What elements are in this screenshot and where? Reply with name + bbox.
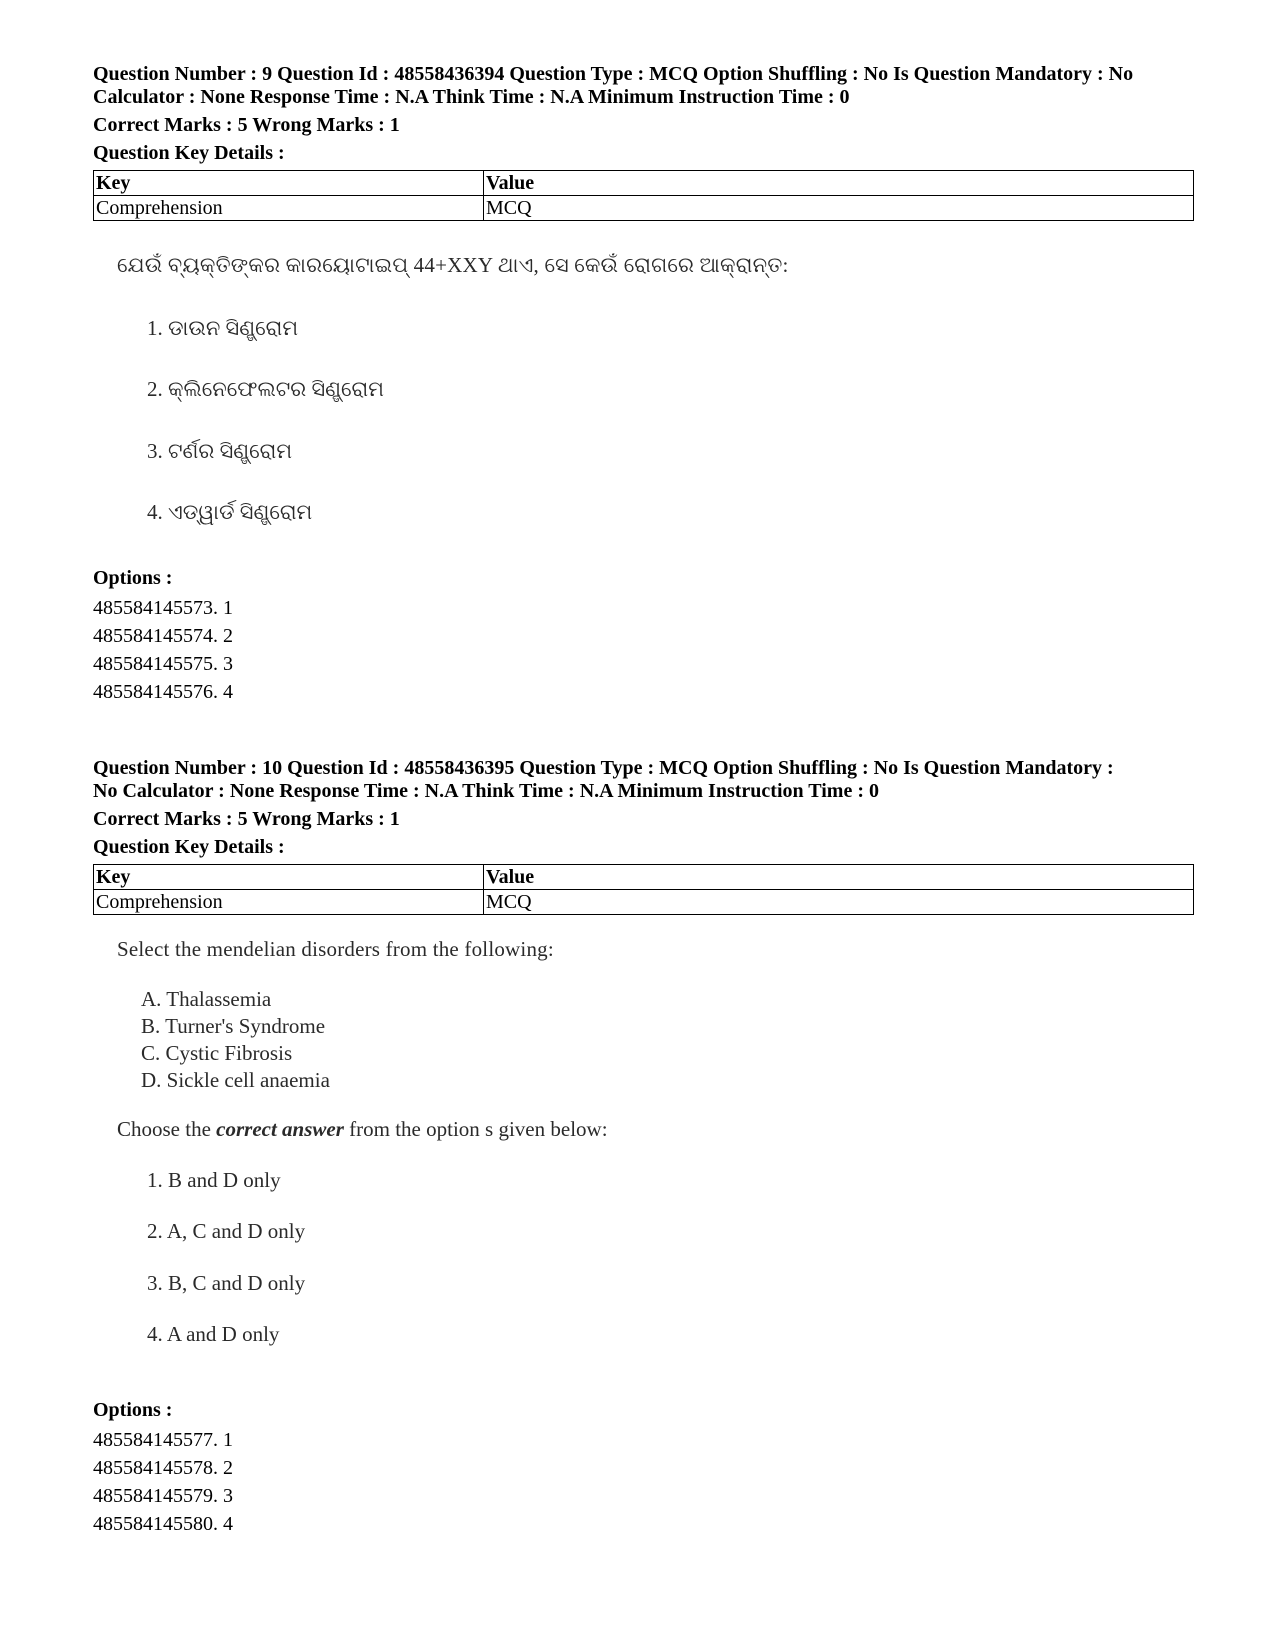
options-label: Options : bbox=[93, 1399, 173, 1421]
image-option-2: 2. କ୍ଲିନେଫେଲଟର ସିଣ୍ଡ୍ରୋମ bbox=[147, 377, 384, 401]
image-option-4: 4. A and D only bbox=[147, 1322, 280, 1346]
table-cell-key: Comprehension bbox=[94, 196, 484, 221]
image-option-2: 2. A, C and D only bbox=[147, 1219, 306, 1243]
question-image bbox=[93, 925, 1193, 1393]
table-header-value: Value bbox=[484, 171, 1194, 196]
option-item-2: 485584145578. 2 bbox=[93, 1457, 233, 1479]
table-cell-key: Comprehension bbox=[94, 890, 484, 915]
question-stem: Select the mendelian disorders from the following: bbox=[117, 937, 554, 961]
question-block-9 bbox=[93, 63, 1193, 706]
list-item-d: D. Sickle cell anaemia bbox=[141, 1068, 330, 1092]
option-item-1: 485584145577. 1 bbox=[93, 1429, 233, 1451]
image-option-3: 3. B, C and D only bbox=[147, 1271, 306, 1295]
table-header-key: Key bbox=[94, 865, 484, 890]
question-stem: ଯେଉଁ ବ୍ୟକ୍ତିଙ୍କର କାରୟୋଟାଇପ୍ 44+XXY ଥାଏ, ସେ କେଉଁ ରୋଗରେ ଆକ୍ରାନ୍ତ: bbox=[117, 253, 789, 277]
question-meta-line-2: No Calculator : None Response Time : N.A Think Time : N.A Minimum Instruction Time : 0 bbox=[93, 780, 879, 802]
question-block-10 bbox=[93, 757, 1193, 1538]
table-cell-value: MCQ bbox=[484, 196, 1194, 221]
option-item-4: 485584145580. 4 bbox=[93, 1513, 233, 1535]
table-header-row bbox=[94, 865, 1194, 890]
image-option-4: 4. ଏଡ୍‌ୱାର୍ଡ ସିଣ୍ଡ୍ରୋମ bbox=[147, 500, 313, 524]
table-row bbox=[94, 890, 1194, 915]
key-details-table bbox=[93, 864, 1194, 915]
choose-emphasis: correct answer bbox=[216, 1117, 344, 1141]
image-option-1: 1. B and D only bbox=[147, 1168, 281, 1192]
table-header-value: Value bbox=[484, 865, 1194, 890]
table-header-row bbox=[94, 171, 1194, 196]
options-label: Options : bbox=[93, 567, 173, 589]
marks-line: Correct Marks : 5 Wrong Marks : 1 bbox=[93, 808, 400, 830]
option-item-4: 485584145576. 4 bbox=[93, 681, 233, 703]
image-option-3: 3. ଟର୍ଣର ସିଣ୍ଡ୍ରୋମ bbox=[147, 439, 293, 463]
question-meta-line-2: Calculator : None Response Time : N.A Think Time : N.A Minimum Instruction Time : 0 bbox=[93, 86, 850, 108]
options-list bbox=[93, 594, 1193, 706]
choose-prefix: Choose the bbox=[117, 1117, 217, 1141]
choose-suffix: from the option s given below: bbox=[343, 1117, 608, 1141]
table-cell-value: MCQ bbox=[484, 890, 1194, 915]
question-image bbox=[93, 231, 1193, 561]
key-details-label: Question Key Details : bbox=[93, 836, 285, 858]
option-item-1: 485584145573. 1 bbox=[93, 597, 233, 619]
image-option-1: 1. ଡାଉନ ସିଣ୍ଡ୍ରୋମ bbox=[147, 316, 299, 340]
list-item-a: A. Thalassemia bbox=[141, 987, 272, 1011]
key-details-table bbox=[93, 170, 1194, 221]
marks-line: Correct Marks : 5 Wrong Marks : 1 bbox=[93, 114, 400, 136]
option-item-2: 485584145574. 2 bbox=[93, 625, 233, 647]
table-header-key: Key bbox=[94, 171, 484, 196]
option-item-3: 485584145579. 3 bbox=[93, 1485, 233, 1507]
list-item-b: B. Turner's Syndrome bbox=[141, 1014, 326, 1038]
option-item-3: 485584145575. 3 bbox=[93, 653, 233, 675]
question-meta-line-1: Question Number : 9 Question Id : 48558436394 Question Type : MCQ Option Shuffling : No Is Question Mandatory : No bbox=[93, 63, 1134, 85]
table-row bbox=[94, 196, 1194, 221]
options-list bbox=[93, 1426, 1193, 1538]
key-details-label: Question Key Details : bbox=[93, 142, 285, 164]
choose-instruction bbox=[117, 1117, 608, 1142]
question-meta-line-1: Question Number : 10 Question Id : 48558436395 Question Type : MCQ Option Shuffling : No Is Question Mandatory : bbox=[93, 757, 1114, 779]
list-item-c: C. Cystic Fibrosis bbox=[141, 1041, 293, 1065]
